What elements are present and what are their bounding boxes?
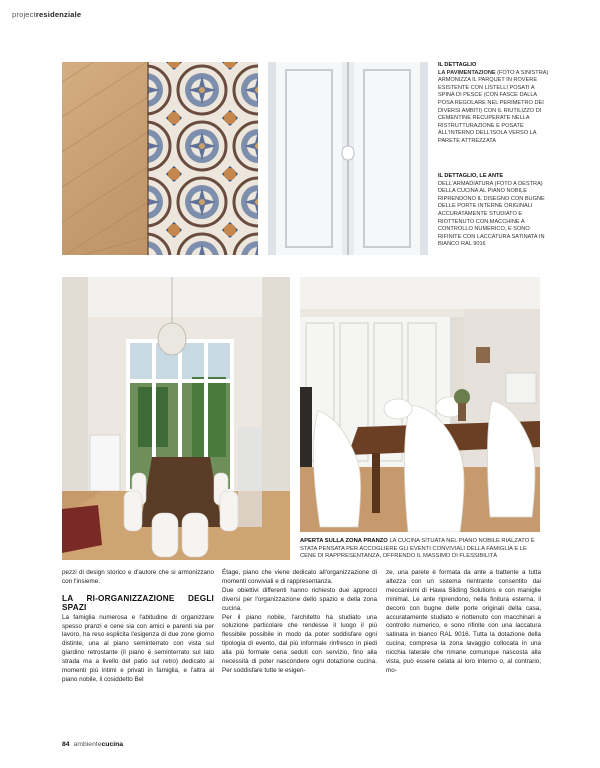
section-header bbox=[12, 10, 81, 19]
body-col3-text: ze, una parete è formata da ante a battente a tutta altezza con un sistema rientrante consentito dai meccanismi di Hawa Sliding Solutions e con maniglie minimal. Le ante riprendono, nella finitura esterna, il decoro con bugne delle porte originali della casa, accuratamente studiato e riottenuto con macchinari a controllo numerico, e sono rifinite con una laccatura satinata in bianco RAL 9016. Tutta la dotazione della cucina, compresa la zona lavaggio collocata in una nicchia laterale che rimane comunque nascosta alla vista, può essere celata al loro interno o, al contrario, mo- bbox=[386, 569, 541, 674]
caption-doors-title: IL DETTAGLIO, LE ANTE bbox=[438, 173, 504, 179]
section-prefix: project bbox=[12, 10, 36, 19]
body-col1-text: La famiglia numerosa e l'abitudine di organizzare spesso pranzi e cene sia con amici e parenti sia per lavoro, ha reso esplicita l'esigenza di due zone giorno distinte, una al piano seminterrato con vista sul giardino retrostante (il piano è seminterrato sul lato strada ma a livello del patio sul retro) dedicato ai momenti più intimi e privati in famiglia, e l'altra al piano nobile, il cosiddetto Bel bbox=[62, 613, 214, 683]
body-col2-p2: Due obiettivi differenti hanno richiesto due approcci diversi per l'organizzazione dello spazio e della zona cucina. bbox=[222, 586, 377, 612]
caption-dining-text: LA CUCINA SITUATA NEL PIANO NOBILE RIALZATO È STATA PENSATA PER ACCOGLIERE GLI EVENTI CONVIVIALI DELLA FAMIGLIA E LE CENE DI RAPPRESENTANZA, OFFRENDO IL MASSIMO DI FLESSIBILITÀ bbox=[300, 538, 535, 560]
body-col2-p1: Étage, piano che viene dedicato all'organizzazione di momenti conviviali e di rappresentanza. bbox=[222, 569, 377, 585]
body-intro: pezzi di design storico e d'autore che si armonizzano con l'insieme. bbox=[62, 569, 214, 585]
brand-name: cucina bbox=[101, 741, 124, 748]
caption-floor-text: (FOTO A SINISTRA) ARMONIZZA IL PARQUET IN ROVERE ESISTENTE CON LISTELLI POSATI A SPINA DI PESCE (CON FASCE DALLA POSA REGOLARE NEL PERIMETRO DEI DIVERSI AMBITI) CON IL RIUTILIZZO DI CEMENTINE RECUPERATE NELLA RISTRUTTURAZIONE E POSATE ALL'INTERNO DELL'ISOLA VERSO LA PARETE ATTREZZATA bbox=[438, 69, 549, 144]
page-number: 84 bbox=[62, 741, 70, 748]
kitchen-wardrobe-photo bbox=[300, 277, 540, 532]
floor-detail-photo bbox=[62, 62, 258, 255]
brand-prefix: ambiente bbox=[73, 741, 102, 748]
section-title: LA RI-ORGANIZZAZIONE DEGLI SPAZI bbox=[62, 593, 214, 612]
body-column-3 bbox=[386, 569, 541, 676]
door-detail-photo bbox=[268, 62, 428, 255]
caption-floor-title: IL DETTAGLIO bbox=[438, 62, 477, 68]
caption-floor-subtitle: LA PAVIMENTAZIONE bbox=[438, 69, 496, 76]
caption-doors-text: DELL'ARMADIATURA (FOTO A DESTRA) DELLA CUCINA AL PIANO NOBILE RIPRENDONO IL DISEGNO CON BUGNE DELLE PORTE INTERNE ORIGINALI ACCURATAMENTE STUDIATO E RIOTTENUTO CON MACCHINE A CONTROLLO NUMERICO, E SONO RIFINITE CON LACCATURA SATINATA IN BIANCO RAL 9016 bbox=[438, 180, 545, 248]
caption-doors bbox=[438, 173, 550, 249]
section-name: residenziale bbox=[35, 10, 82, 19]
caption-floor bbox=[438, 62, 550, 146]
page-footer bbox=[62, 741, 123, 748]
body-column-1 bbox=[62, 569, 214, 685]
body-col2-p3: Per il piano nobile, l'architetto ha studiato una soluzione particolare che rendesse il luogo il più flessibile possibile in modo da poter soddisfare ogni tipologia di evento, dal più informale rinfresco in piedi alla più formale cena seduti con servizio, fino alla necessità di poter nascondere ogni dotazione cucina. Per soddisfare tutte le esigen- bbox=[222, 613, 377, 674]
dining-room-photo bbox=[62, 277, 290, 560]
caption-dining-lead: APERTA SULLA ZONA PRANZO bbox=[300, 538, 388, 544]
body-column-2 bbox=[222, 569, 377, 676]
caption-dining bbox=[300, 538, 542, 561]
